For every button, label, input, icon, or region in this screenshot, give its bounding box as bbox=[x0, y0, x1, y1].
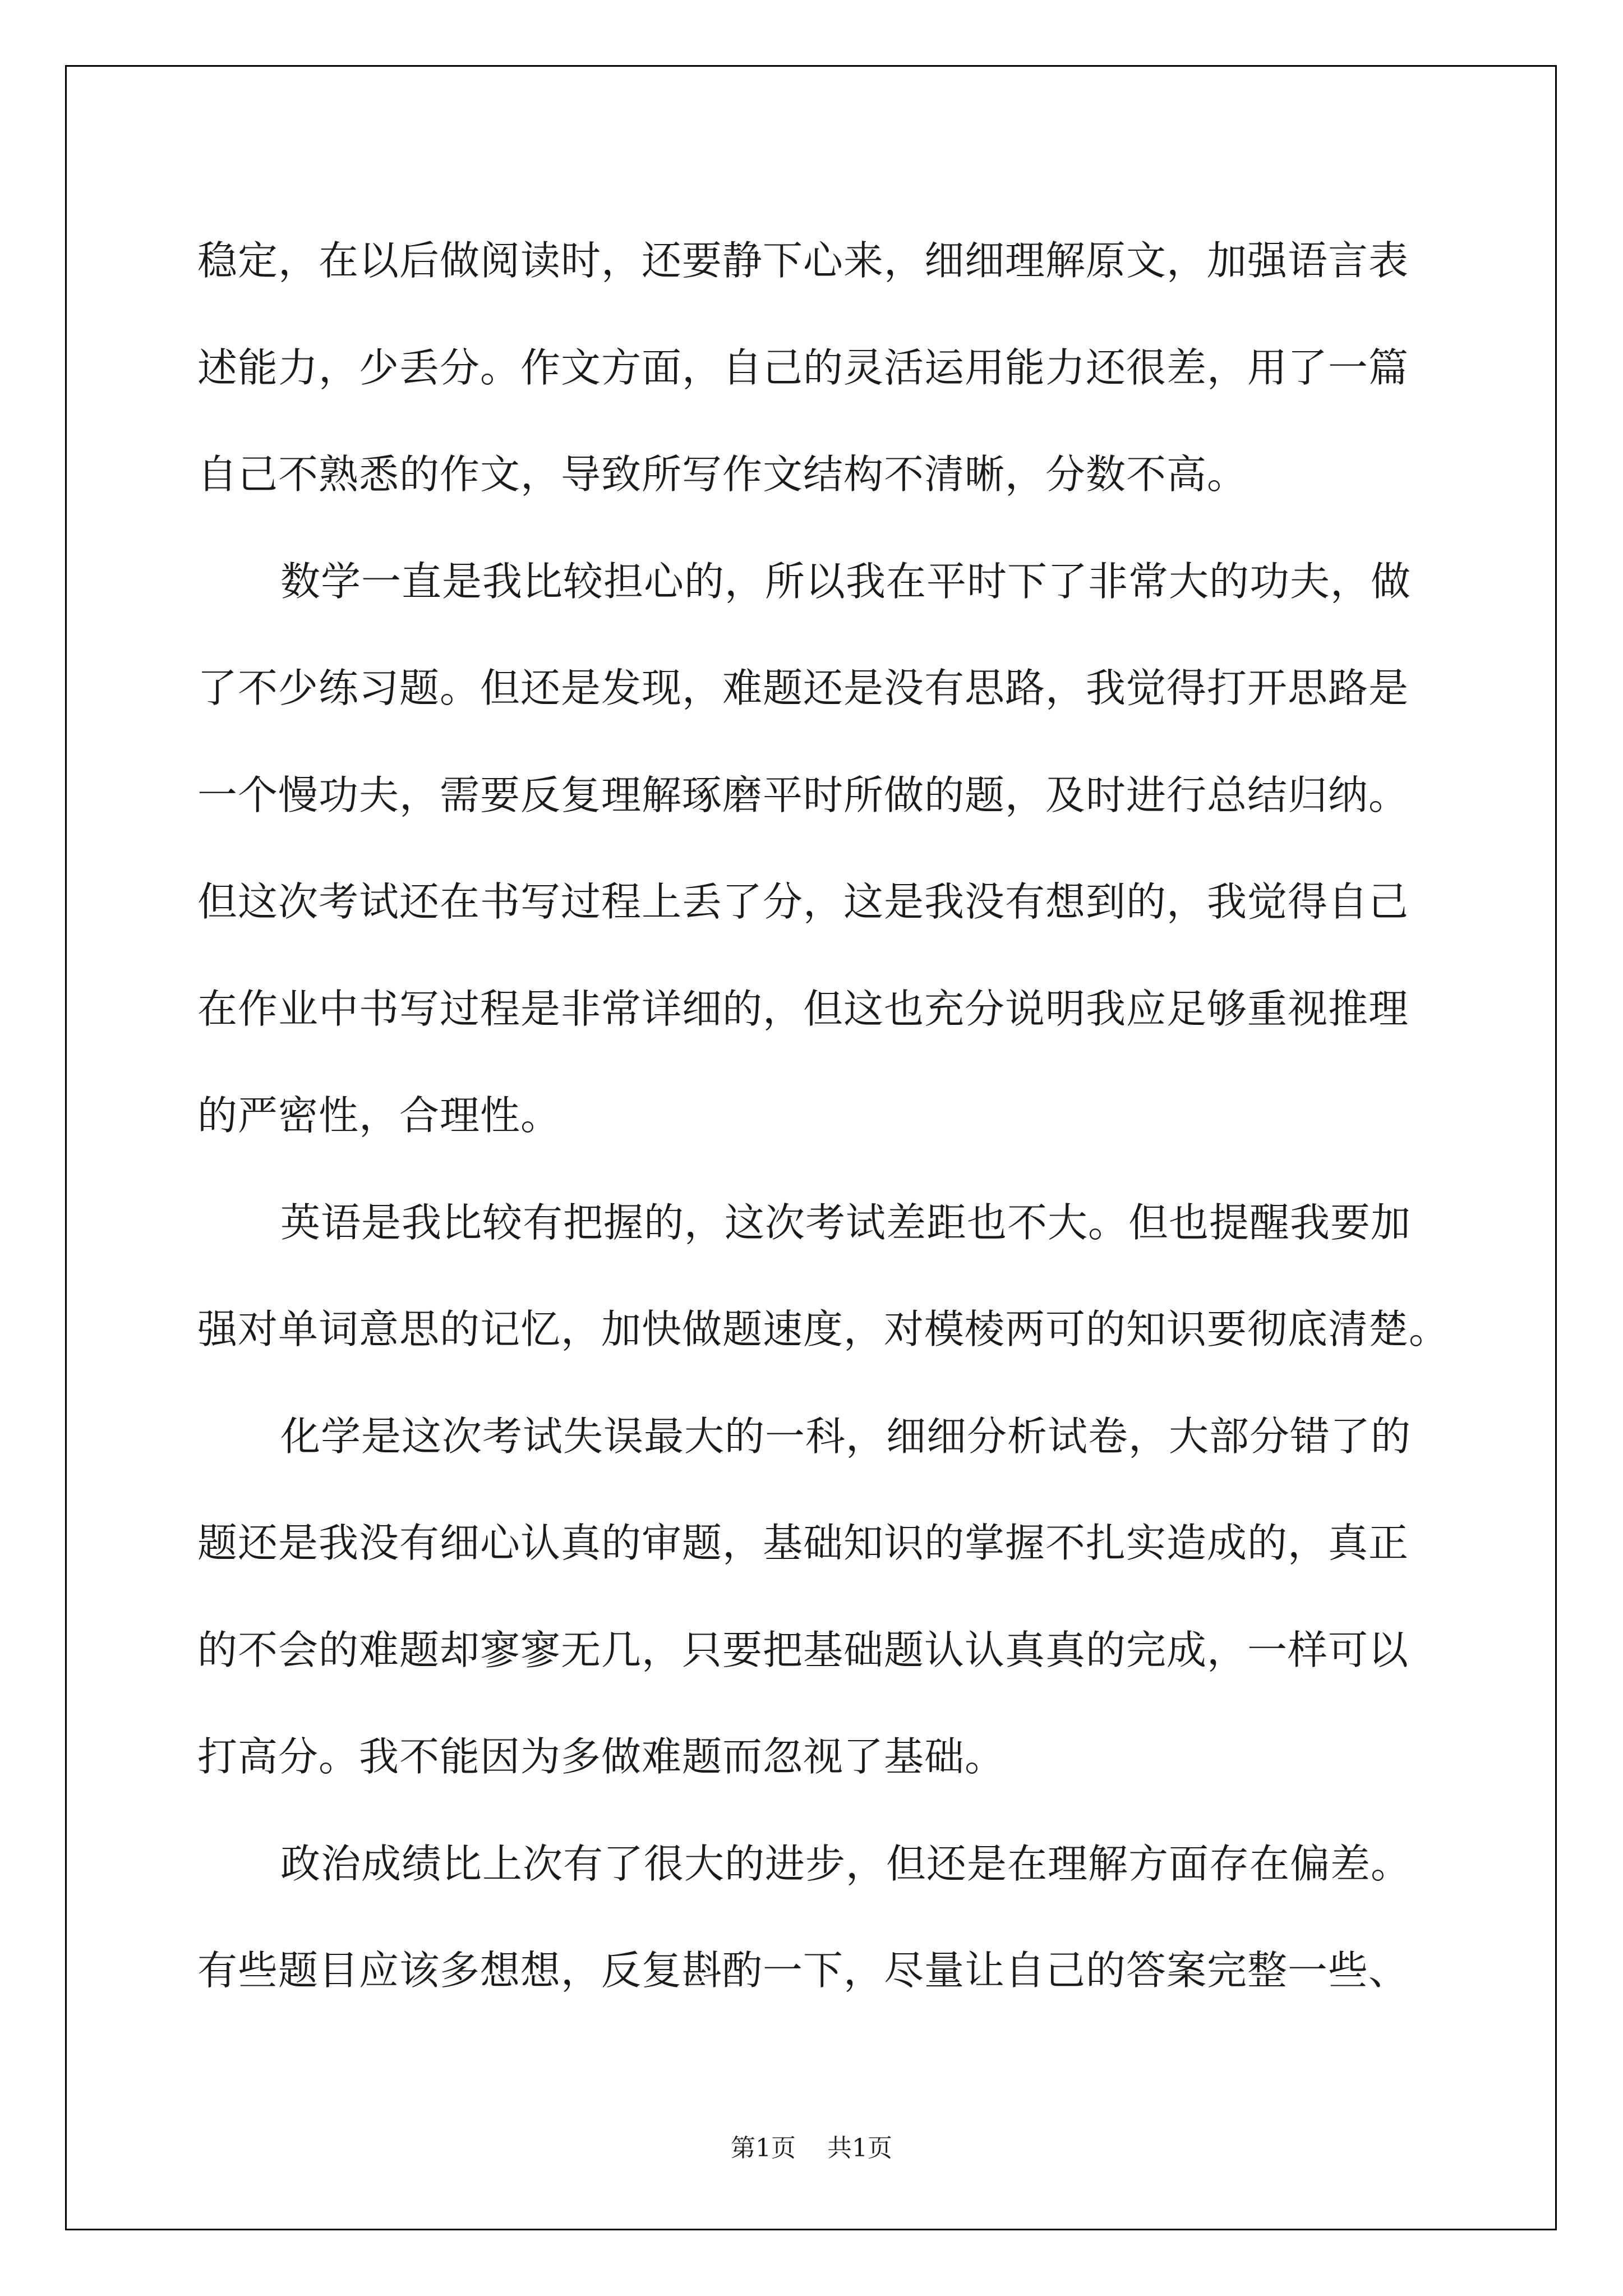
text-line-10: 英语是我比较有把握的，这次考试差距也不大。但也提醒我要加 bbox=[280, 1199, 1412, 1246]
text-line-2: 述能力，少丢分。作文方面，自己的灵活运用能力还很差，用了一篇 bbox=[197, 344, 1409, 391]
text-line-7: 但这次考试还在书写过程上丢了分，这是我没有想到的，我觉得自己 bbox=[197, 878, 1409, 925]
text-line-4: 数学一直是我比较担心的，所以我在平时下了非常大的功夫，做 bbox=[280, 558, 1412, 605]
text-line-8: 在作业中书写过程是非常详细的，但这也充分说明我应足够重视推理 bbox=[197, 985, 1409, 1032]
document-body bbox=[197, 208, 1450, 2024]
text-line-3: 自己不熟悉的作文，导致所写作文结构不清晰，分数不高。 bbox=[197, 451, 1248, 498]
text-line-5: 了不少练习题。但还是发现，难题还是没有思路，我觉得打开思路是 bbox=[197, 665, 1409, 711]
text-line-1: 稳定，在以后做阅读时，还要静下心来，细细理解原文，加强语言表 bbox=[197, 237, 1409, 284]
text-line-9: 的严密性，合理性。 bbox=[197, 1092, 561, 1139]
text-line-16: 政治成绩比上次有了很大的进步，但还是在理解方面存在偏差。 bbox=[280, 1840, 1412, 1887]
text-line-15: 打高分。我不能因为多做难题而忽视了基础。 bbox=[197, 1733, 1006, 1780]
text-line-17: 有些题目应该多想想，反复斟酌一下，尽量让自己的答案完整一些、 bbox=[197, 1947, 1409, 1994]
text-line-6: 一个慢功夫，需要反复理解琢磨平时所做的题，及时进行总结归纳。 bbox=[197, 771, 1409, 818]
text-line-14: 的不会的难题却寥寥无几，只要把基础题认认真真的完成，一样可以 bbox=[197, 1626, 1409, 1673]
page-number: 第1页 bbox=[731, 2134, 796, 2162]
text-line-12: 化学是这次考试失误最大的一科，细细分析试卷，大部分错了的 bbox=[280, 1412, 1412, 1460]
page-total: 共1页 bbox=[827, 2134, 892, 2162]
text-line-13: 题还是我没有细心认真的审题，基础知识的掌握不扎实造成的，真正 bbox=[197, 1520, 1409, 1566]
page-footer bbox=[0, 2128, 1623, 2164]
text-line-11: 强对单词意思的记忆，加快做题速度，对模棱两可的知识要彻底清楚。 bbox=[197, 1306, 1450, 1352]
